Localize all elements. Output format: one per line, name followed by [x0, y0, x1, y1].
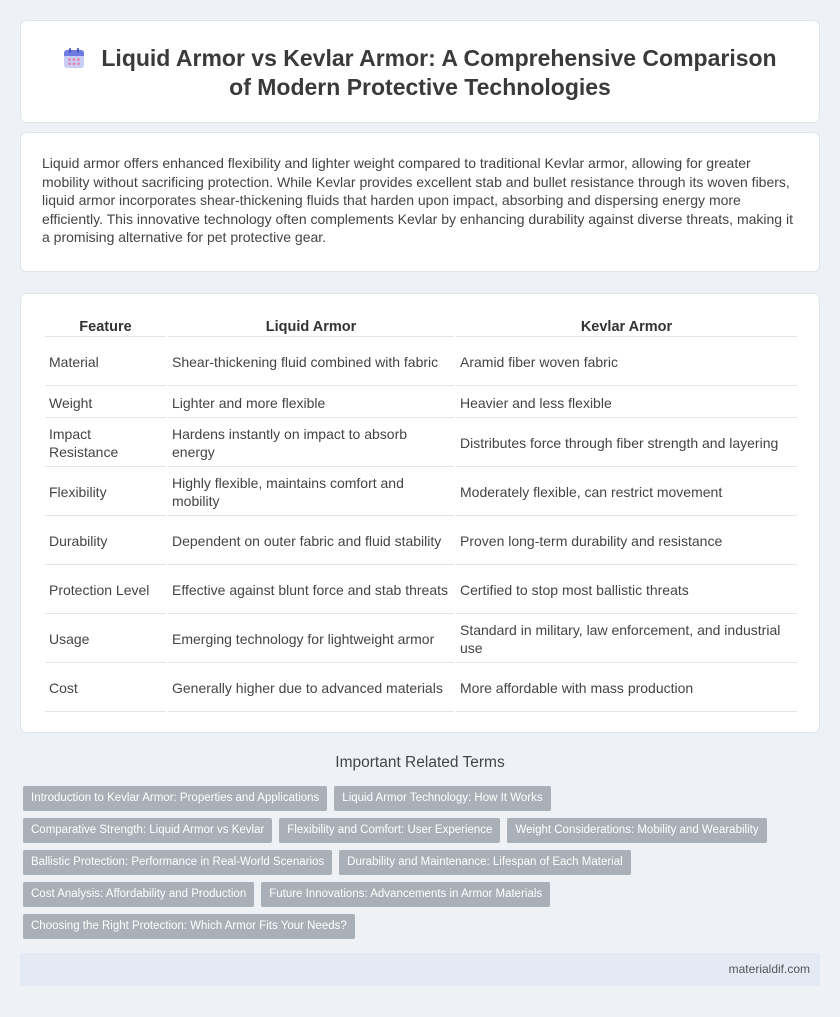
related-term-tag[interactable]: Future Innovations: Advancements in Armor Materials — [261, 882, 550, 907]
related-term-tag[interactable]: Choosing the Right Protection: Which Armor Fits Your Needs? — [23, 914, 355, 939]
header-kevlar-armor: Kevlar Armor — [456, 316, 797, 337]
title-card — [20, 20, 820, 123]
related-term-tag[interactable]: Comparative Strength: Liquid Armor vs Kevlar — [23, 818, 272, 843]
comparison-table — [43, 314, 799, 714]
liquid-cell: Emerging technology for lightweight armor — [168, 616, 454, 663]
footer-site[interactable]: materialdif.com — [728, 962, 810, 976]
liquid-cell: Effective against blunt force and stab threats — [168, 567, 454, 614]
kevlar-cell: Certified to stop most ballistic threats — [456, 567, 797, 614]
tag-row — [23, 882, 823, 907]
liquid-cell: Dependent on outer fabric and fluid stability — [168, 518, 454, 565]
related-terms-title: Important Related Terms — [335, 754, 505, 771]
table-row — [45, 665, 797, 712]
comparison-table-card — [20, 293, 820, 733]
tag-row — [23, 850, 823, 875]
related-term-tag[interactable]: Ballistic Protection: Performance in Real-World Scenarios — [23, 850, 332, 875]
feature-cell: Impact Resistance — [45, 420, 166, 467]
page-title-text: Liquid Armor vs Kevlar Armor: A Comprehensive Comparison of Modern Protective Technologies — [101, 45, 777, 100]
tag-row — [23, 914, 823, 939]
kevlar-cell: Aramid fiber woven fabric — [456, 339, 797, 386]
calendar-icon — [63, 47, 85, 69]
liquid-cell: Lighter and more flexible — [168, 388, 454, 418]
kevlar-cell: Heavier and less flexible — [456, 388, 797, 418]
table-header-row — [45, 316, 797, 337]
intro-card — [20, 132, 820, 272]
related-terms — [23, 786, 823, 946]
liquid-cell: Shear-thickening fluid combined with fabric — [168, 339, 454, 386]
table-row — [45, 469, 797, 516]
related-term-tag[interactable]: Flexibility and Comfort: User Experience — [279, 818, 500, 843]
table-row — [45, 420, 797, 467]
related-term-tag[interactable]: Durability and Maintenance: Lifespan of Each Material — [339, 850, 631, 875]
header-liquid-armor: Liquid Armor — [168, 316, 454, 337]
tag-row — [23, 786, 823, 811]
liquid-cell: Generally higher due to advanced materials — [168, 665, 454, 712]
related-term-tag[interactable]: Weight Considerations: Mobility and Wearability — [507, 818, 766, 843]
liquid-cell: Highly flexible, maintains comfort and mobility — [168, 469, 454, 516]
table-row — [45, 388, 797, 418]
kevlar-cell: Proven long-term durability and resistance — [456, 518, 797, 565]
header-feature: Feature — [45, 316, 166, 337]
table-row — [45, 567, 797, 614]
kevlar-cell: Moderately flexible, can restrict movement — [456, 469, 797, 516]
related-term-tag[interactable]: Liquid Armor Technology: How It Works — [334, 786, 550, 811]
page-title — [21, 44, 819, 102]
feature-cell: Flexibility — [45, 469, 166, 516]
related-term-tag[interactable]: Cost Analysis: Affordability and Production — [23, 882, 254, 907]
intro-paragraph: Liquid armor offers enhanced flexibility and lighter weight compared to traditional Kevlar armor, allowing for greater mobility without sacrificing protection. While Kevlar provides excellent stab and bullet resistance through its woven fibers, liquid armor incorporates shear-thickening fluids that harden upon impact, absorbing and dispersing energy more efficiently. This innovative technology often complements Kevlar by enhancing durability against diverse threats, making it a promising alternative for pet protective gear. — [42, 155, 793, 245]
feature-cell: Weight — [45, 388, 166, 418]
table-row — [45, 616, 797, 663]
feature-cell: Protection Level — [45, 567, 166, 614]
feature-cell: Usage — [45, 616, 166, 663]
feature-cell: Cost — [45, 665, 166, 712]
feature-cell: Durability — [45, 518, 166, 565]
footer — [20, 953, 820, 986]
feature-cell: Material — [45, 339, 166, 386]
kevlar-cell: Standard in military, law enforcement, and industrial use — [456, 616, 797, 663]
liquid-cell: Hardens instantly on impact to absorb energy — [168, 420, 454, 467]
tag-row — [23, 818, 823, 843]
related-term-tag[interactable]: Introduction to Kevlar Armor: Properties and Applications — [23, 786, 327, 811]
kevlar-cell: More affordable with mass production — [456, 665, 797, 712]
table-row — [45, 518, 797, 565]
kevlar-cell: Distributes force through fiber strength and layering — [456, 420, 797, 467]
table-row — [45, 339, 797, 386]
